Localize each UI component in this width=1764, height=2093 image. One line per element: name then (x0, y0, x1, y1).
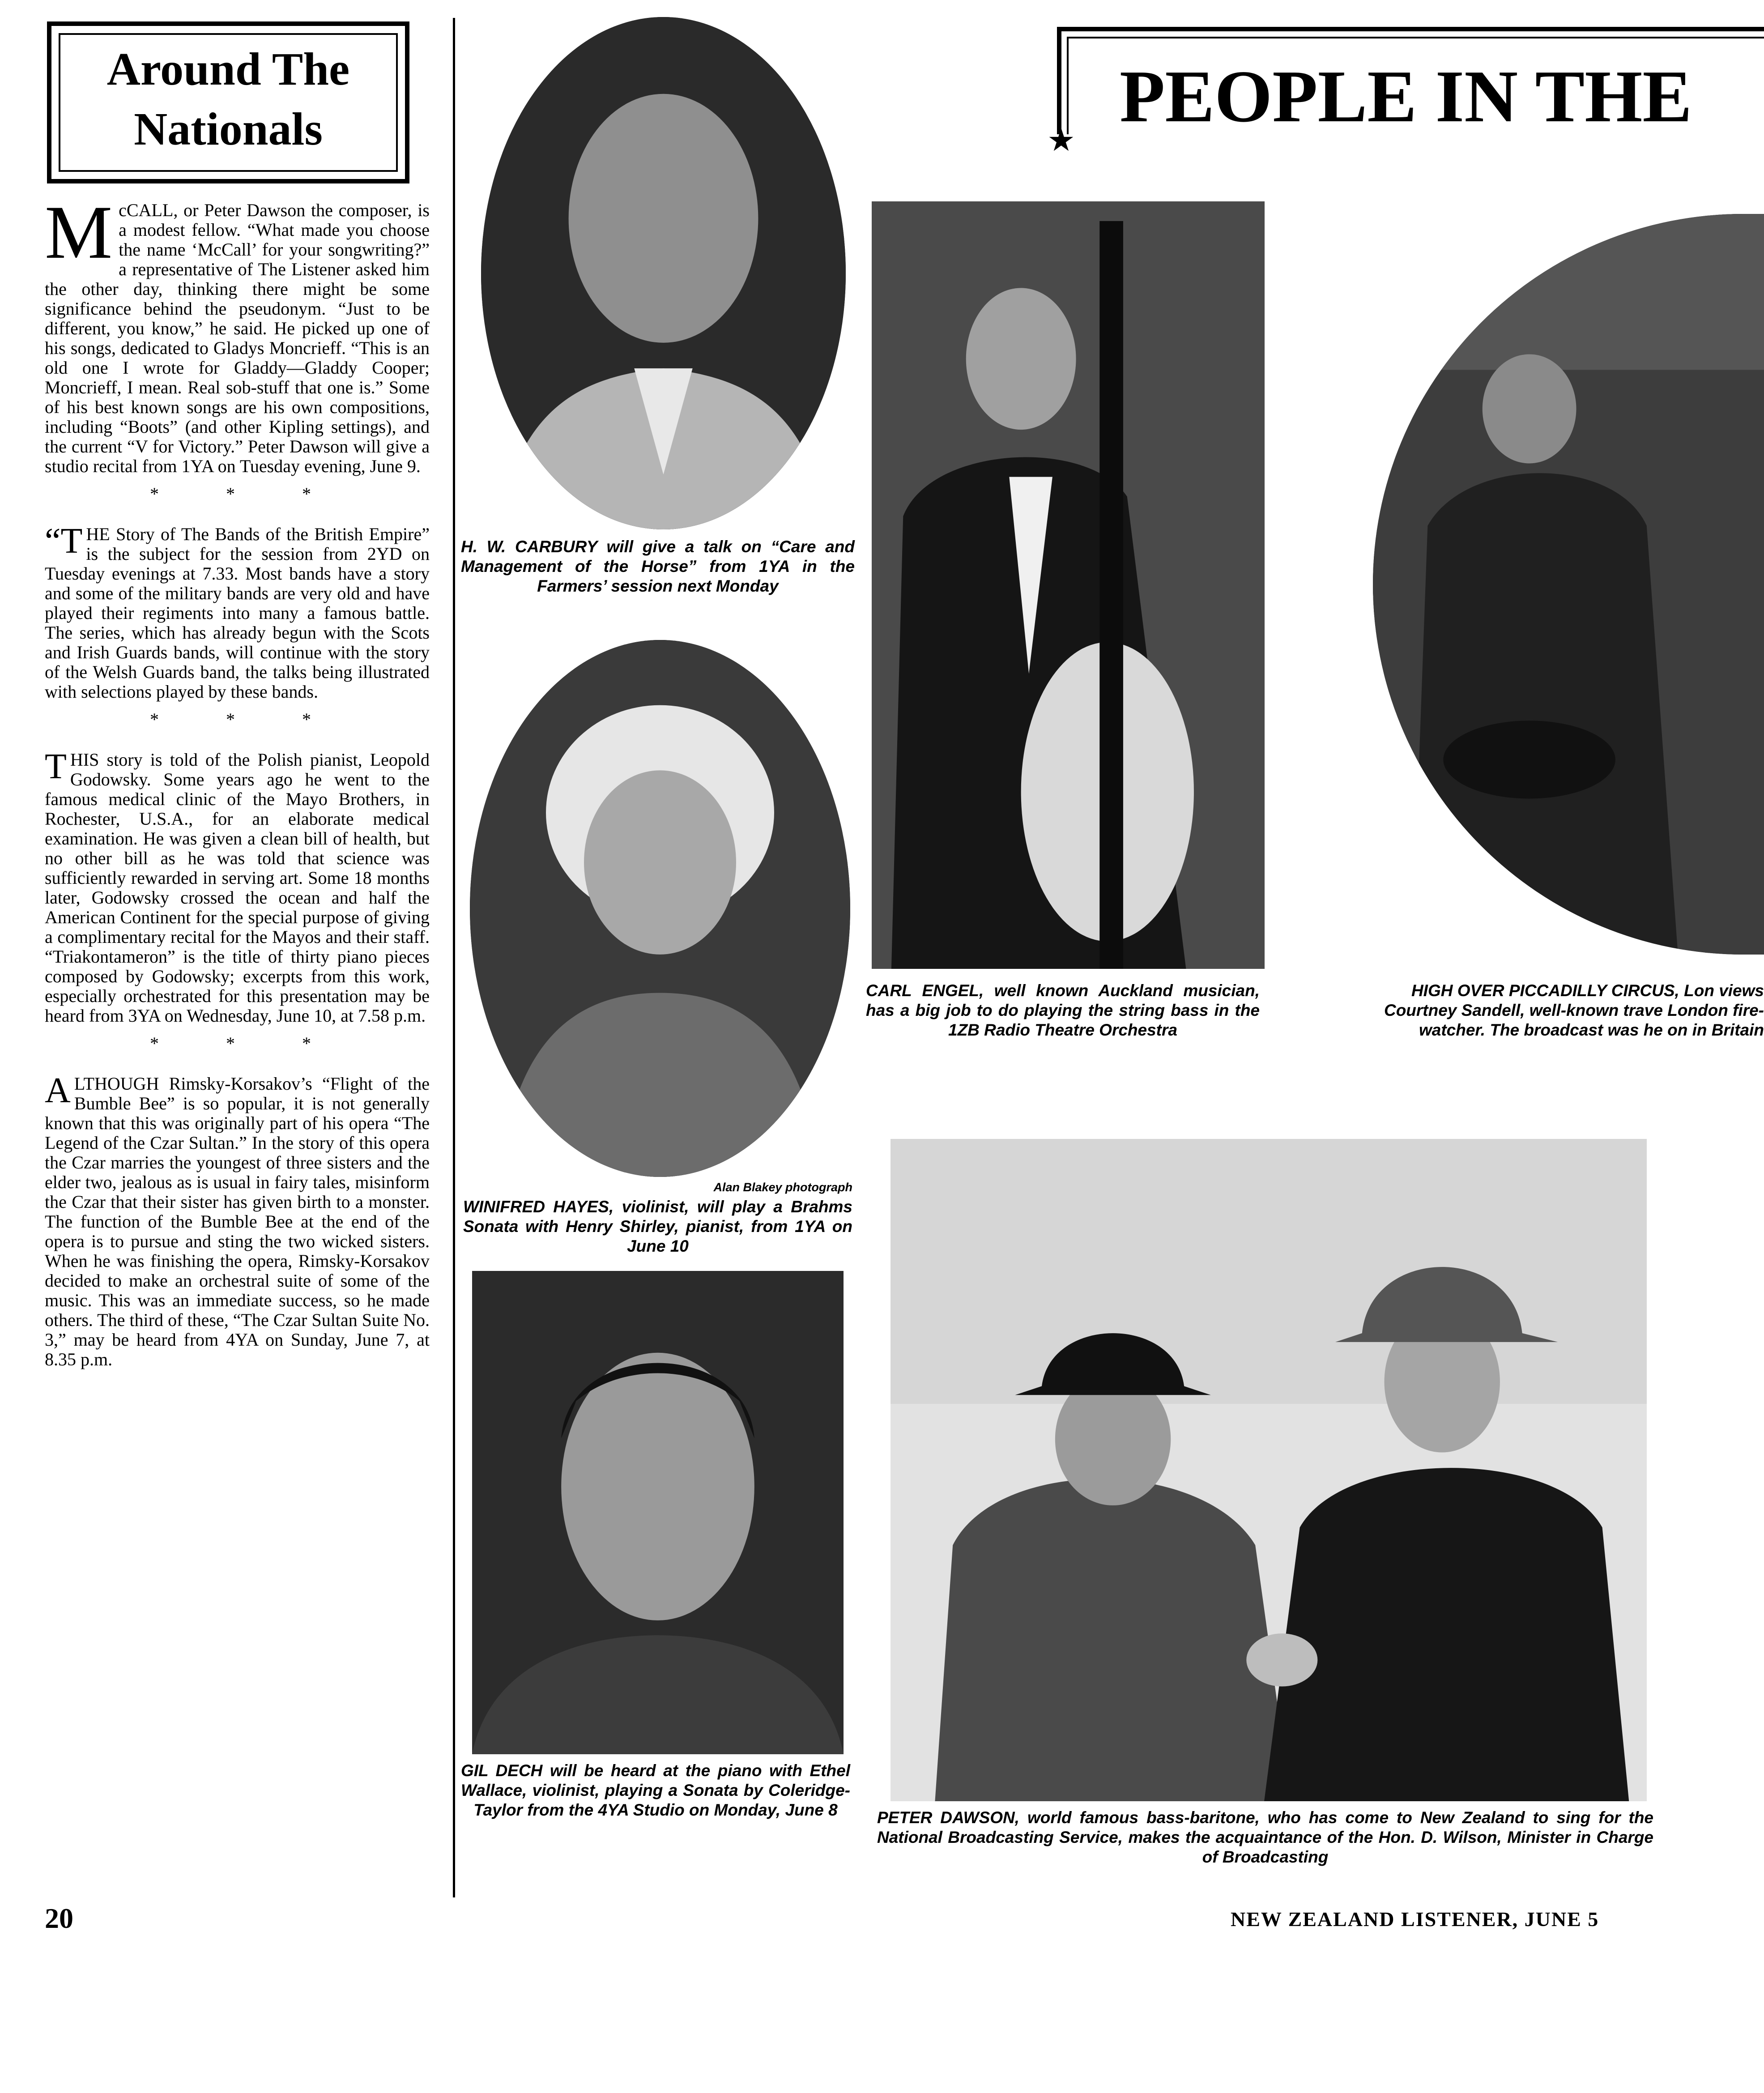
news-column (45, 190, 430, 1369)
star-icon: ★ (1047, 124, 1075, 158)
column-title-line1: Around The (107, 43, 350, 95)
photo-engel (872, 201, 1265, 969)
separator-stars: * * * (150, 1033, 342, 1053)
initial-cap: T (45, 747, 67, 786)
caption-piccadilly: HIGH OVER PICCADILLY CIRCUS, Lon views Courtney Sandell, well-known trave London fire-watcher. The broadcast was he on in Britain (1384, 981, 1764, 1039)
caption-dawson: PETER DAWSON, world famous bass-baritone, who has come to New Zealand to sing for the National Broadcasting Service, makes the acquaintance of the Hon. D. Wilson, Minister in Charge of Broadcasting (877, 1808, 1653, 1866)
page-number: 20 (45, 1902, 73, 1934)
initial-cap: “T (45, 521, 83, 561)
drop-cap: M (45, 190, 113, 274)
initial-cap: A (45, 1071, 71, 1110)
headline-box (1057, 27, 1764, 137)
photo-hayes (470, 640, 850, 1177)
news-item-body: cCALL, or Peter Dawson the composer, is a modest fellow. “What made you choose the name ‘McCall’ for your songwriting?” a representative of The Listener asked him the other day, thinking there might be some significance behind the pseudonym. “Just to be different, you know,” he said. He picked up one of his songs, dedicated to Gladys Moncrieff. “This is an old one I wrote for Gladdy—Gladdy Cooper; Moncrieff, I mean. Real sob-stuff that one is.” Some of his best known songs are his own compositions, including “Boots” (and other Kipling settings), and the current “V for Victory.” Peter Dawson will give a studio recital from 1YA on Tuesday evening, June 9. (45, 200, 430, 476)
separator-stars: * * * (150, 484, 342, 504)
photo-piccadilly (1373, 214, 1764, 955)
photo-dech (472, 1271, 844, 1754)
news-item-body: HIS story is told of the Polish pianist, Leopold Godowsky. Some years ago he went to the famous medical clinic of the Mayo Brothers, in Rochester, U.S.A., for an elaborate medical examination. He was given a clean bill of health, but no other bill as he was told that science was sufficiently rewarded in serving art. Some 18 months later, Godowsky crossed the ocean and half the American Continent for the special purpose of giving a complimentary recital for the Mayos and their staff. “Triakontameron” is the title of thirty piano pieces composed by Godowsky; excerpts from this work, especially orchestrated for this presentation may be heard from 3YA on Wednesday, June 10, at 7.58 p.m. (45, 750, 430, 1026)
caption-dech: GIL DECH will be heard at the piano with Ethel Wallace, violinist, playing a Sonata by Coleridge-Taylor from the 4YA Studio on Monday, June 8 (461, 1761, 850, 1819)
column-masthead-box (47, 21, 409, 183)
column-title-line2: Nationals (134, 103, 323, 155)
news-item-body: LTHOUGH Rimsky-Korsakov’s “Flight of the Bumble Bee” is so popular, it is not generally known that this was originally part of his opera “The Legend of the Czar Sultan.” In the story of this opera the Czar marries the youngest of three sisters and the elder two, jealous as is usual in fairy tales, misinform the Czar that their sister has given birth to a monster. The function of the Bumble Bee at the end of the opera is to pursue and sting the two wicked sisters. When he was finishing the opera, Rimsky-Korsakov decided to make an orchestral suite of some of the music. This was an immediate success, so he made others. The third of these, “The Czar Sultan Suite No. 3,” may be heard from 4YA on Sunday, June 7, at 8.35 p.m. (45, 1074, 430, 1369)
headline-text: PEOPLE IN THE (1120, 55, 1692, 137)
column-divider (453, 18, 455, 1897)
photo-dawson (891, 1139, 1647, 1801)
caption-engel: CARL ENGEL, well known Auckland musician, has a big job to do playing the string bass in the 1ZB Radio Theatre Orchestra (866, 981, 1260, 1039)
running-title: NEW ZEALAND LISTENER, JUNE 5 (1231, 1908, 1599, 1931)
separator-stars: * * * (150, 709, 342, 729)
caption-carbury: H. W. CARBURY will give a talk on “Care and Management of the Horse” from 1YA in the Farmers’ session next Monday (461, 537, 855, 595)
news-item-godowsky (45, 747, 430, 1026)
news-item-bands (45, 521, 430, 702)
caption-hayes: WINIFRED HAYES, violinist, will play a Brahms Sonata with Henry Shirley, pianist, from 1YA on June 10 (463, 1198, 852, 1255)
photo-carbury (481, 17, 846, 529)
news-item-rimsky (45, 1071, 430, 1369)
photo-credit-hayes: Alan Blakey photograph (713, 1181, 852, 1194)
news-item-body: HE Story of The Bands of the British Empire” is the subject for the session from 2YD on Tuesday evenings at 7.33. Most bands have a story and some of the military bands are very old and have played their regiments into many a famous battle. The series, which has already begun with the Scots and Irish Guards bands, will continue with the story of the Welsh Guards band, the talks being illustrated with selections played by these bands. (45, 524, 430, 702)
news-item-mccall (45, 190, 430, 476)
